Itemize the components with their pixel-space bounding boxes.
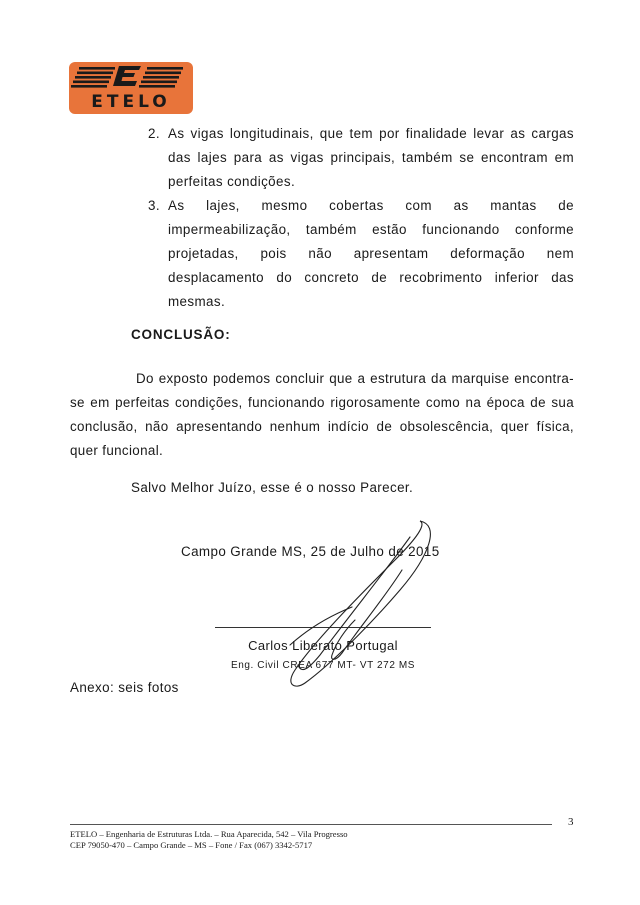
footer-contact-line: CEP 79050-470 – Campo Grande – MS – Fone / Fax (067) 3342-5717	[70, 840, 313, 850]
place-and-date: Campo Grande MS, 25 de Julho de 2015	[181, 544, 440, 559]
closing-statement: Salvo Melhor Juízo, esse é o nosso Parecer.	[131, 480, 414, 495]
footer-address-line: ETELO – Engenharia de Estruturas Ltda. – Rua Aparecida, 542 – Vila Progresso	[70, 829, 348, 839]
signer-credential: Eng. Civil CREA 677 MT- VT 272 MS	[230, 660, 416, 671]
footer-divider	[70, 824, 552, 825]
handwritten-signature	[270, 515, 450, 695]
item-text: As vigas longitudinais, que tem por finalidade levar as cargas das lajes para as vigas principais, também se encontram em perfeitas condições.	[168, 126, 574, 189]
findings-list	[148, 122, 574, 314]
list-item	[148, 194, 574, 314]
list-item	[148, 122, 574, 194]
conclusion-paragraph: Do exposto podemos concluir que a estrutura da marquise encontra-se em perfeitas condições, funcionando rigorosamente como na época de sua conclusão, não apresentando nenhum indício de obsolescência, quer física, quer funcional.	[70, 371, 574, 458]
item-number: 3.	[148, 198, 160, 213]
item-text: As lajes, mesmo cobertas com as mantas de impermeabilização, também estão funcionando conforme projetadas, pois não apresentam deformação nem desplacamento do concreto de recobrimento inferior das mesmas.	[168, 198, 574, 309]
item-number: 2.	[148, 126, 160, 141]
logo-wordmark: ETELO	[91, 92, 171, 112]
signer-name: Carlos Liberato Portugal	[248, 638, 398, 653]
conclusion-heading: CONCLUSÃO:	[131, 327, 231, 342]
page-number: 3	[568, 816, 574, 828]
annex-note: Anexo: seis fotos	[70, 680, 179, 695]
company-logo	[69, 62, 193, 114]
